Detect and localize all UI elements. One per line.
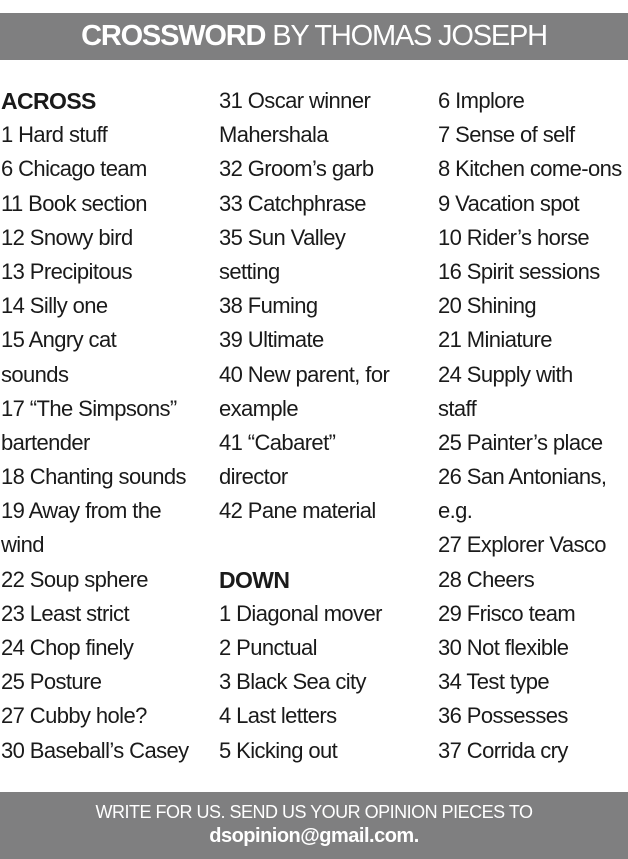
clue-line: e.g. bbox=[438, 498, 473, 524]
clue-line: 10 Rider’s horse bbox=[438, 224, 590, 250]
clue-line: 25 Painter’s place bbox=[438, 429, 603, 455]
clue-line: 36 Possesses bbox=[438, 703, 568, 729]
clue-line: 18 Chanting sounds bbox=[1, 464, 186, 490]
clue-line: 37 Corrida cry bbox=[438, 737, 568, 763]
clue-line: 41 “Cabaret” bbox=[219, 429, 336, 455]
title-byline: BY THOMAS JOSEPH bbox=[272, 20, 547, 52]
clue-line: 34 Test type bbox=[438, 669, 550, 695]
clue-line: 27 Cubby hole? bbox=[1, 703, 147, 729]
clue-line: 40 New parent, for bbox=[219, 361, 390, 387]
clue-line: 2 Punctual bbox=[219, 635, 317, 660]
clue-line: 42 Pane material bbox=[219, 498, 376, 524]
clue-line: 39 Ultimate bbox=[219, 327, 324, 353]
clue-line: 6 Implore bbox=[438, 88, 525, 113]
clue-line: 22 Soup sphere bbox=[1, 566, 148, 592]
clue-line: 8 Kitchen come-ons bbox=[438, 156, 622, 182]
clue-column-2 bbox=[219, 84, 431, 768]
clue-line: 19 Away from the bbox=[1, 498, 161, 524]
clue-line: 7 Sense of self bbox=[438, 122, 575, 148]
footer-email: dsopinion@gmail.com. bbox=[209, 825, 419, 847]
clue-column-3 bbox=[438, 84, 628, 768]
clue-line: director bbox=[219, 464, 288, 490]
clue-line: 31 Oscar winner bbox=[219, 88, 371, 113]
clue-line: 21 Miniature bbox=[438, 327, 552, 353]
crossword-title-banner bbox=[0, 13, 628, 60]
spacer bbox=[219, 528, 431, 562]
clue-line: 26 San Antonians, bbox=[438, 464, 607, 490]
clue-line: 32 Groom’s garb bbox=[219, 156, 374, 182]
clue-line: 16 Spirit sessions bbox=[438, 258, 600, 284]
clue-line: 24 Chop finely bbox=[1, 635, 134, 660]
clue-line: 17 “The Simpsons” bbox=[1, 395, 177, 421]
clue-line: 25 Posture bbox=[1, 669, 102, 695]
clue-line: example bbox=[219, 395, 298, 421]
clue-line: 35 Sun Valley bbox=[219, 224, 346, 250]
clue-line: 5 Kicking out bbox=[219, 737, 338, 763]
clue-line: 20 Shining bbox=[438, 293, 536, 319]
clue-line: 30 Baseball’s Casey bbox=[1, 737, 189, 763]
clue-line: 29 Frisco team bbox=[438, 600, 576, 626]
clue-line: 1 Diagonal mover bbox=[219, 600, 382, 626]
clue-line: 24 Supply with bbox=[438, 361, 573, 387]
clue-line: 4 Last letters bbox=[219, 703, 337, 729]
clue-column-1 bbox=[1, 84, 213, 768]
clue-line: 13 Precipitous bbox=[1, 258, 133, 284]
clue-line: 15 Angry cat bbox=[1, 327, 117, 353]
clue-line: 28 Cheers bbox=[438, 566, 535, 592]
clue-line: 14 Silly one bbox=[1, 293, 108, 319]
clue-line: wind bbox=[1, 532, 44, 558]
clue-line: bartender bbox=[1, 429, 90, 455]
clue-line: 3 Black Sea city bbox=[219, 669, 366, 695]
clue-line: 30 Not flexible bbox=[438, 635, 569, 660]
clue-line: 33 Catchphrase bbox=[219, 190, 366, 216]
clue-line: 38 Fuming bbox=[219, 293, 318, 319]
clue-line: 12 Snowy bird bbox=[1, 224, 133, 250]
clue-line: setting bbox=[219, 258, 280, 284]
clue-line: Mahershala bbox=[219, 122, 328, 148]
clue-line: 1 Hard stuff bbox=[1, 122, 108, 148]
clue-line: 23 Least strict bbox=[1, 600, 129, 626]
clue-line: sounds bbox=[1, 361, 69, 387]
across-heading: ACROSS bbox=[1, 88, 96, 114]
down-heading: DOWN bbox=[219, 566, 290, 593]
clue-line: 9 Vacation spot bbox=[438, 190, 580, 216]
clue-line: staff bbox=[438, 395, 477, 421]
title-crossword: CROSSWORD bbox=[81, 20, 266, 52]
footer-invite-text: WRITE FOR US. SEND US YOUR OPINION PIECES TO bbox=[95, 802, 533, 822]
clue-line: 27 Explorer Vasco bbox=[438, 532, 606, 558]
clue-line: 6 Chicago team bbox=[1, 156, 147, 182]
clue-line: 11 Book section bbox=[1, 190, 147, 216]
footer-banner bbox=[0, 792, 628, 859]
